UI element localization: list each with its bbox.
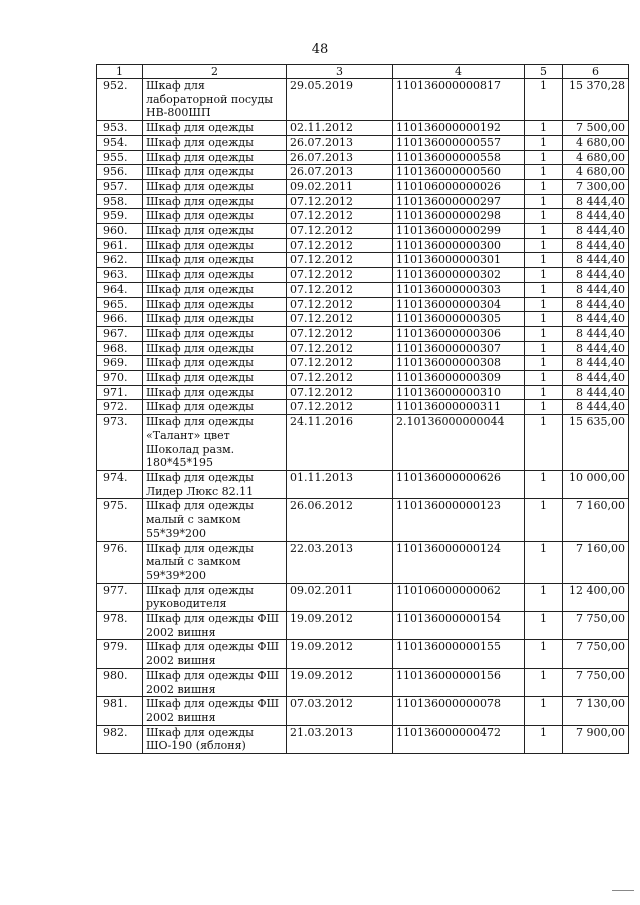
- inventory-number-cell: 110136000000301: [393, 253, 525, 268]
- table-row: [97, 640, 629, 668]
- quantity-cell: 1: [525, 194, 563, 209]
- table-row: [97, 356, 629, 371]
- acquisition-date-cell: 09.02.2011: [287, 583, 393, 611]
- acquisition-date-cell: 26.06.2012: [287, 499, 393, 541]
- quantity-cell: 1: [525, 150, 563, 165]
- acquisition-date-cell: 07.12.2012: [287, 282, 393, 297]
- item-name-cell: Шкаф для одежды: [143, 356, 287, 371]
- row-number-cell: 969.: [97, 356, 143, 371]
- table-row: [97, 371, 629, 386]
- row-number-cell: 960.: [97, 224, 143, 239]
- inventory-number-cell: 110136000000300: [393, 238, 525, 253]
- row-number-cell: 981.: [97, 697, 143, 725]
- row-number-cell: 952.: [97, 79, 143, 121]
- acquisition-date-cell: 07.12.2012: [287, 209, 393, 224]
- row-number-cell: 976.: [97, 541, 143, 583]
- item-name-cell: Шкаф для одежды: [143, 253, 287, 268]
- item-name-cell: Шкаф для одежды: [143, 238, 287, 253]
- item-name-cell: Шкаф для одежды: [143, 268, 287, 283]
- amount-cell: 8 444,40: [563, 282, 629, 297]
- acquisition-date-cell: 07.12.2012: [287, 268, 393, 283]
- row-number-cell: 968.: [97, 341, 143, 356]
- item-name-cell: Шкаф для одежды Лидер Люкс 82.11: [143, 470, 287, 498]
- inventory-number-cell: 110136000000558: [393, 150, 525, 165]
- amount-cell: 8 444,40: [563, 385, 629, 400]
- row-number-cell: 971.: [97, 385, 143, 400]
- acquisition-date-cell: 29.05.2019: [287, 79, 393, 121]
- amount-cell: 7 300,00: [563, 179, 629, 194]
- table-row: [97, 268, 629, 283]
- item-name-cell: Шкаф для одежды: [143, 121, 287, 136]
- quantity-cell: 1: [525, 341, 563, 356]
- item-name-cell: Шкаф для одежды: [143, 165, 287, 180]
- quantity-cell: 1: [525, 356, 563, 371]
- table-row: [97, 470, 629, 498]
- row-number-cell: 956.: [97, 165, 143, 180]
- row-number-cell: 953.: [97, 121, 143, 136]
- item-name-cell: Шкаф для одежды «Талант» цвет Шоколад разм. 180*45*195: [143, 415, 287, 471]
- amount-cell: 7 750,00: [563, 612, 629, 640]
- inventory-number-cell: 110136000000817: [393, 79, 525, 121]
- item-name-cell: Шкаф для одежды: [143, 179, 287, 194]
- inventory-number-cell: 110136000000304: [393, 297, 525, 312]
- item-name-cell: Шкаф для одежды ФШ 2002 вишня: [143, 697, 287, 725]
- amount-cell: 8 444,40: [563, 297, 629, 312]
- table-row: [97, 385, 629, 400]
- quantity-cell: 1: [525, 79, 563, 121]
- table-row: [97, 400, 629, 415]
- item-name-cell: Шкаф для одежды: [143, 326, 287, 341]
- table-row: [97, 150, 629, 165]
- inventory-number-cell: 110136000000298: [393, 209, 525, 224]
- item-name-cell: Шкаф для одежды: [143, 400, 287, 415]
- inventory-number-cell: 110136000000309: [393, 371, 525, 386]
- row-number-cell: 972.: [97, 400, 143, 415]
- column-header-6: 6: [563, 65, 629, 79]
- table-row: [97, 341, 629, 356]
- amount-cell: 7 160,00: [563, 499, 629, 541]
- table-body: [97, 79, 629, 754]
- amount-cell: 7 130,00: [563, 697, 629, 725]
- quantity-cell: 1: [525, 583, 563, 611]
- row-number-cell: 967.: [97, 326, 143, 341]
- page-number: 48: [311, 42, 329, 57]
- quantity-cell: 1: [525, 400, 563, 415]
- quantity-cell: 1: [525, 668, 563, 696]
- inventory-number-cell: 110136000000305: [393, 312, 525, 327]
- column-header-3: 3: [287, 65, 393, 79]
- quantity-cell: 1: [525, 179, 563, 194]
- item-name-cell: Шкаф для одежды: [143, 150, 287, 165]
- table-row: [97, 165, 629, 180]
- quantity-cell: 1: [525, 470, 563, 498]
- inventory-number-cell: 110136000000310: [393, 385, 525, 400]
- row-number-cell: 982.: [97, 725, 143, 753]
- inventory-number-cell: 110106000000062: [393, 583, 525, 611]
- inventory-number-cell: 110136000000154: [393, 612, 525, 640]
- amount-cell: 8 444,40: [563, 312, 629, 327]
- amount-cell: 8 444,40: [563, 238, 629, 253]
- quantity-cell: 1: [525, 541, 563, 583]
- acquisition-date-cell: 07.12.2012: [287, 326, 393, 341]
- acquisition-date-cell: 26.07.2013: [287, 150, 393, 165]
- acquisition-date-cell: 07.12.2012: [287, 356, 393, 371]
- column-header-1: 1: [97, 65, 143, 79]
- inventory-number-cell: 110136000000306: [393, 326, 525, 341]
- item-name-cell: Шкаф для одежды малый с замком 55*39*200: [143, 499, 287, 541]
- item-name-cell: Шкаф для одежды: [143, 385, 287, 400]
- inventory-number-cell: 110136000000123: [393, 499, 525, 541]
- footer-rule: [612, 890, 634, 891]
- amount-cell: 8 444,40: [563, 224, 629, 239]
- inventory-number-cell: 110136000000560: [393, 165, 525, 180]
- amount-cell: 15 370,28: [563, 79, 629, 121]
- amount-cell: 7 750,00: [563, 640, 629, 668]
- table-row: [97, 224, 629, 239]
- inventory-number-cell: 110136000000626: [393, 470, 525, 498]
- table-row: [97, 326, 629, 341]
- row-number-cell: 980.: [97, 668, 143, 696]
- acquisition-date-cell: 07.12.2012: [287, 312, 393, 327]
- table-row: [97, 282, 629, 297]
- quantity-cell: 1: [525, 238, 563, 253]
- table-row: [97, 253, 629, 268]
- row-number-cell: 961.: [97, 238, 143, 253]
- inventory-number-cell: 110136000000297: [393, 194, 525, 209]
- table-row: [97, 135, 629, 150]
- item-name-cell: Шкаф для одежды: [143, 224, 287, 239]
- row-number-cell: 958.: [97, 194, 143, 209]
- acquisition-date-cell: 07.12.2012: [287, 385, 393, 400]
- quantity-cell: 1: [525, 640, 563, 668]
- acquisition-date-cell: 26.07.2013: [287, 135, 393, 150]
- quantity-cell: 1: [525, 121, 563, 136]
- item-name-cell: Шкаф для одежды руководителя: [143, 583, 287, 611]
- quantity-cell: 1: [525, 371, 563, 386]
- acquisition-date-cell: 26.07.2013: [287, 165, 393, 180]
- amount-cell: 4 680,00: [563, 135, 629, 150]
- table-row: [97, 79, 629, 121]
- row-number-cell: 957.: [97, 179, 143, 194]
- inventory-table: [96, 64, 629, 754]
- row-number-cell: 973.: [97, 415, 143, 471]
- table-row: [97, 297, 629, 312]
- row-number-cell: 978.: [97, 612, 143, 640]
- inventory-number-cell: 110136000000472: [393, 725, 525, 753]
- item-name-cell: Шкаф для одежды: [143, 297, 287, 312]
- item-name-cell: Шкаф для одежды: [143, 341, 287, 356]
- inventory-number-cell: 110136000000303: [393, 282, 525, 297]
- column-header-5: 5: [525, 65, 563, 79]
- table-row: [97, 415, 629, 471]
- inventory-number-cell: 110136000000311: [393, 400, 525, 415]
- amount-cell: 10 000,00: [563, 470, 629, 498]
- quantity-cell: 1: [525, 135, 563, 150]
- amount-cell: 4 680,00: [563, 165, 629, 180]
- inventory-number-cell: 110136000000078: [393, 697, 525, 725]
- row-number-cell: 977.: [97, 583, 143, 611]
- item-name-cell: Шкаф для одежды: [143, 209, 287, 224]
- table-row: [97, 541, 629, 583]
- column-header-2: 2: [143, 65, 287, 79]
- table-row: [97, 194, 629, 209]
- quantity-cell: 1: [525, 312, 563, 327]
- column-header-4: 4: [393, 65, 525, 79]
- amount-cell: 8 444,40: [563, 356, 629, 371]
- acquisition-date-cell: 22.03.2013: [287, 541, 393, 583]
- acquisition-date-cell: 07.12.2012: [287, 238, 393, 253]
- acquisition-date-cell: 07.12.2012: [287, 194, 393, 209]
- table-row: [97, 121, 629, 136]
- acquisition-date-cell: 07.12.2012: [287, 297, 393, 312]
- inventory-number-cell: 110136000000307: [393, 341, 525, 356]
- table-row: [97, 209, 629, 224]
- item-name-cell: Шкаф для одежды ШО-190 (яблоня): [143, 725, 287, 753]
- inventory-number-cell: 110136000000299: [393, 224, 525, 239]
- table-header-row: [97, 65, 629, 79]
- quantity-cell: 1: [525, 612, 563, 640]
- table-row: [97, 238, 629, 253]
- acquisition-date-cell: 19.09.2012: [287, 640, 393, 668]
- item-name-cell: Шкаф для одежды: [143, 371, 287, 386]
- acquisition-date-cell: 09.02.2011: [287, 179, 393, 194]
- amount-cell: 8 444,40: [563, 209, 629, 224]
- row-number-cell: 964.: [97, 282, 143, 297]
- amount-cell: 7 750,00: [563, 668, 629, 696]
- inventory-number-cell: 110136000000557: [393, 135, 525, 150]
- inventory-number-cell: 2.10136000000044: [393, 415, 525, 471]
- acquisition-date-cell: 24.11.2016: [287, 415, 393, 471]
- table-row: [97, 612, 629, 640]
- acquisition-date-cell: 07.12.2012: [287, 371, 393, 386]
- acquisition-date-cell: 07.03.2012: [287, 697, 393, 725]
- item-name-cell: Шкаф для лабораторной посуды НВ-800ШП: [143, 79, 287, 121]
- table-row: [97, 583, 629, 611]
- amount-cell: 8 444,40: [563, 400, 629, 415]
- table-row: [97, 499, 629, 541]
- table-row: [97, 725, 629, 753]
- amount-cell: 8 444,40: [563, 341, 629, 356]
- item-name-cell: Шкаф для одежды малый с замком 59*39*200: [143, 541, 287, 583]
- row-number-cell: 959.: [97, 209, 143, 224]
- amount-cell: 8 444,40: [563, 326, 629, 341]
- row-number-cell: 955.: [97, 150, 143, 165]
- item-name-cell: Шкаф для одежды ФШ 2002 вишня: [143, 640, 287, 668]
- acquisition-date-cell: 07.12.2012: [287, 253, 393, 268]
- amount-cell: 4 680,00: [563, 150, 629, 165]
- quantity-cell: 1: [525, 224, 563, 239]
- quantity-cell: 1: [525, 697, 563, 725]
- quantity-cell: 1: [525, 297, 563, 312]
- acquisition-date-cell: 07.12.2012: [287, 224, 393, 239]
- acquisition-date-cell: 01.11.2013: [287, 470, 393, 498]
- amount-cell: 8 444,40: [563, 268, 629, 283]
- amount-cell: 7 500,00: [563, 121, 629, 136]
- amount-cell: 8 444,40: [563, 194, 629, 209]
- quantity-cell: 1: [525, 326, 563, 341]
- inventory-number-cell: 110136000000155: [393, 640, 525, 668]
- inventory-number-cell: 110106000000026: [393, 179, 525, 194]
- quantity-cell: 1: [525, 209, 563, 224]
- quantity-cell: 1: [525, 165, 563, 180]
- acquisition-date-cell: 07.12.2012: [287, 400, 393, 415]
- amount-cell: 15 635,00: [563, 415, 629, 471]
- table-row: [97, 179, 629, 194]
- row-number-cell: 965.: [97, 297, 143, 312]
- item-name-cell: Шкаф для одежды ФШ 2002 вишня: [143, 612, 287, 640]
- row-number-cell: 962.: [97, 253, 143, 268]
- amount-cell: 8 444,40: [563, 253, 629, 268]
- row-number-cell: 979.: [97, 640, 143, 668]
- acquisition-date-cell: 19.09.2012: [287, 668, 393, 696]
- acquisition-date-cell: 19.09.2012: [287, 612, 393, 640]
- row-number-cell: 970.: [97, 371, 143, 386]
- quantity-cell: 1: [525, 725, 563, 753]
- quantity-cell: 1: [525, 385, 563, 400]
- item-name-cell: Шкаф для одежды: [143, 282, 287, 297]
- acquisition-date-cell: 02.11.2012: [287, 121, 393, 136]
- item-name-cell: Шкаф для одежды: [143, 312, 287, 327]
- amount-cell: 7 900,00: [563, 725, 629, 753]
- quantity-cell: 1: [525, 415, 563, 471]
- table-row: [97, 697, 629, 725]
- acquisition-date-cell: 21.03.2013: [287, 725, 393, 753]
- inventory-number-cell: 110136000000156: [393, 668, 525, 696]
- row-number-cell: 974.: [97, 470, 143, 498]
- inventory-number-cell: 110136000000302: [393, 268, 525, 283]
- table-row: [97, 668, 629, 696]
- quantity-cell: 1: [525, 268, 563, 283]
- acquisition-date-cell: 07.12.2012: [287, 341, 393, 356]
- amount-cell: 7 160,00: [563, 541, 629, 583]
- row-number-cell: 975.: [97, 499, 143, 541]
- quantity-cell: 1: [525, 499, 563, 541]
- item-name-cell: Шкаф для одежды: [143, 135, 287, 150]
- inventory-number-cell: 110136000000124: [393, 541, 525, 583]
- row-number-cell: 963.: [97, 268, 143, 283]
- amount-cell: 12 400,00: [563, 583, 629, 611]
- table-row: [97, 312, 629, 327]
- inventory-number-cell: 110136000000308: [393, 356, 525, 371]
- inventory-number-cell: 110136000000192: [393, 121, 525, 136]
- item-name-cell: Шкаф для одежды ФШ 2002 вишня: [143, 668, 287, 696]
- item-name-cell: Шкаф для одежды: [143, 194, 287, 209]
- row-number-cell: 954.: [97, 135, 143, 150]
- row-number-cell: 966.: [97, 312, 143, 327]
- quantity-cell: 1: [525, 253, 563, 268]
- quantity-cell: 1: [525, 282, 563, 297]
- amount-cell: 8 444,40: [563, 371, 629, 386]
